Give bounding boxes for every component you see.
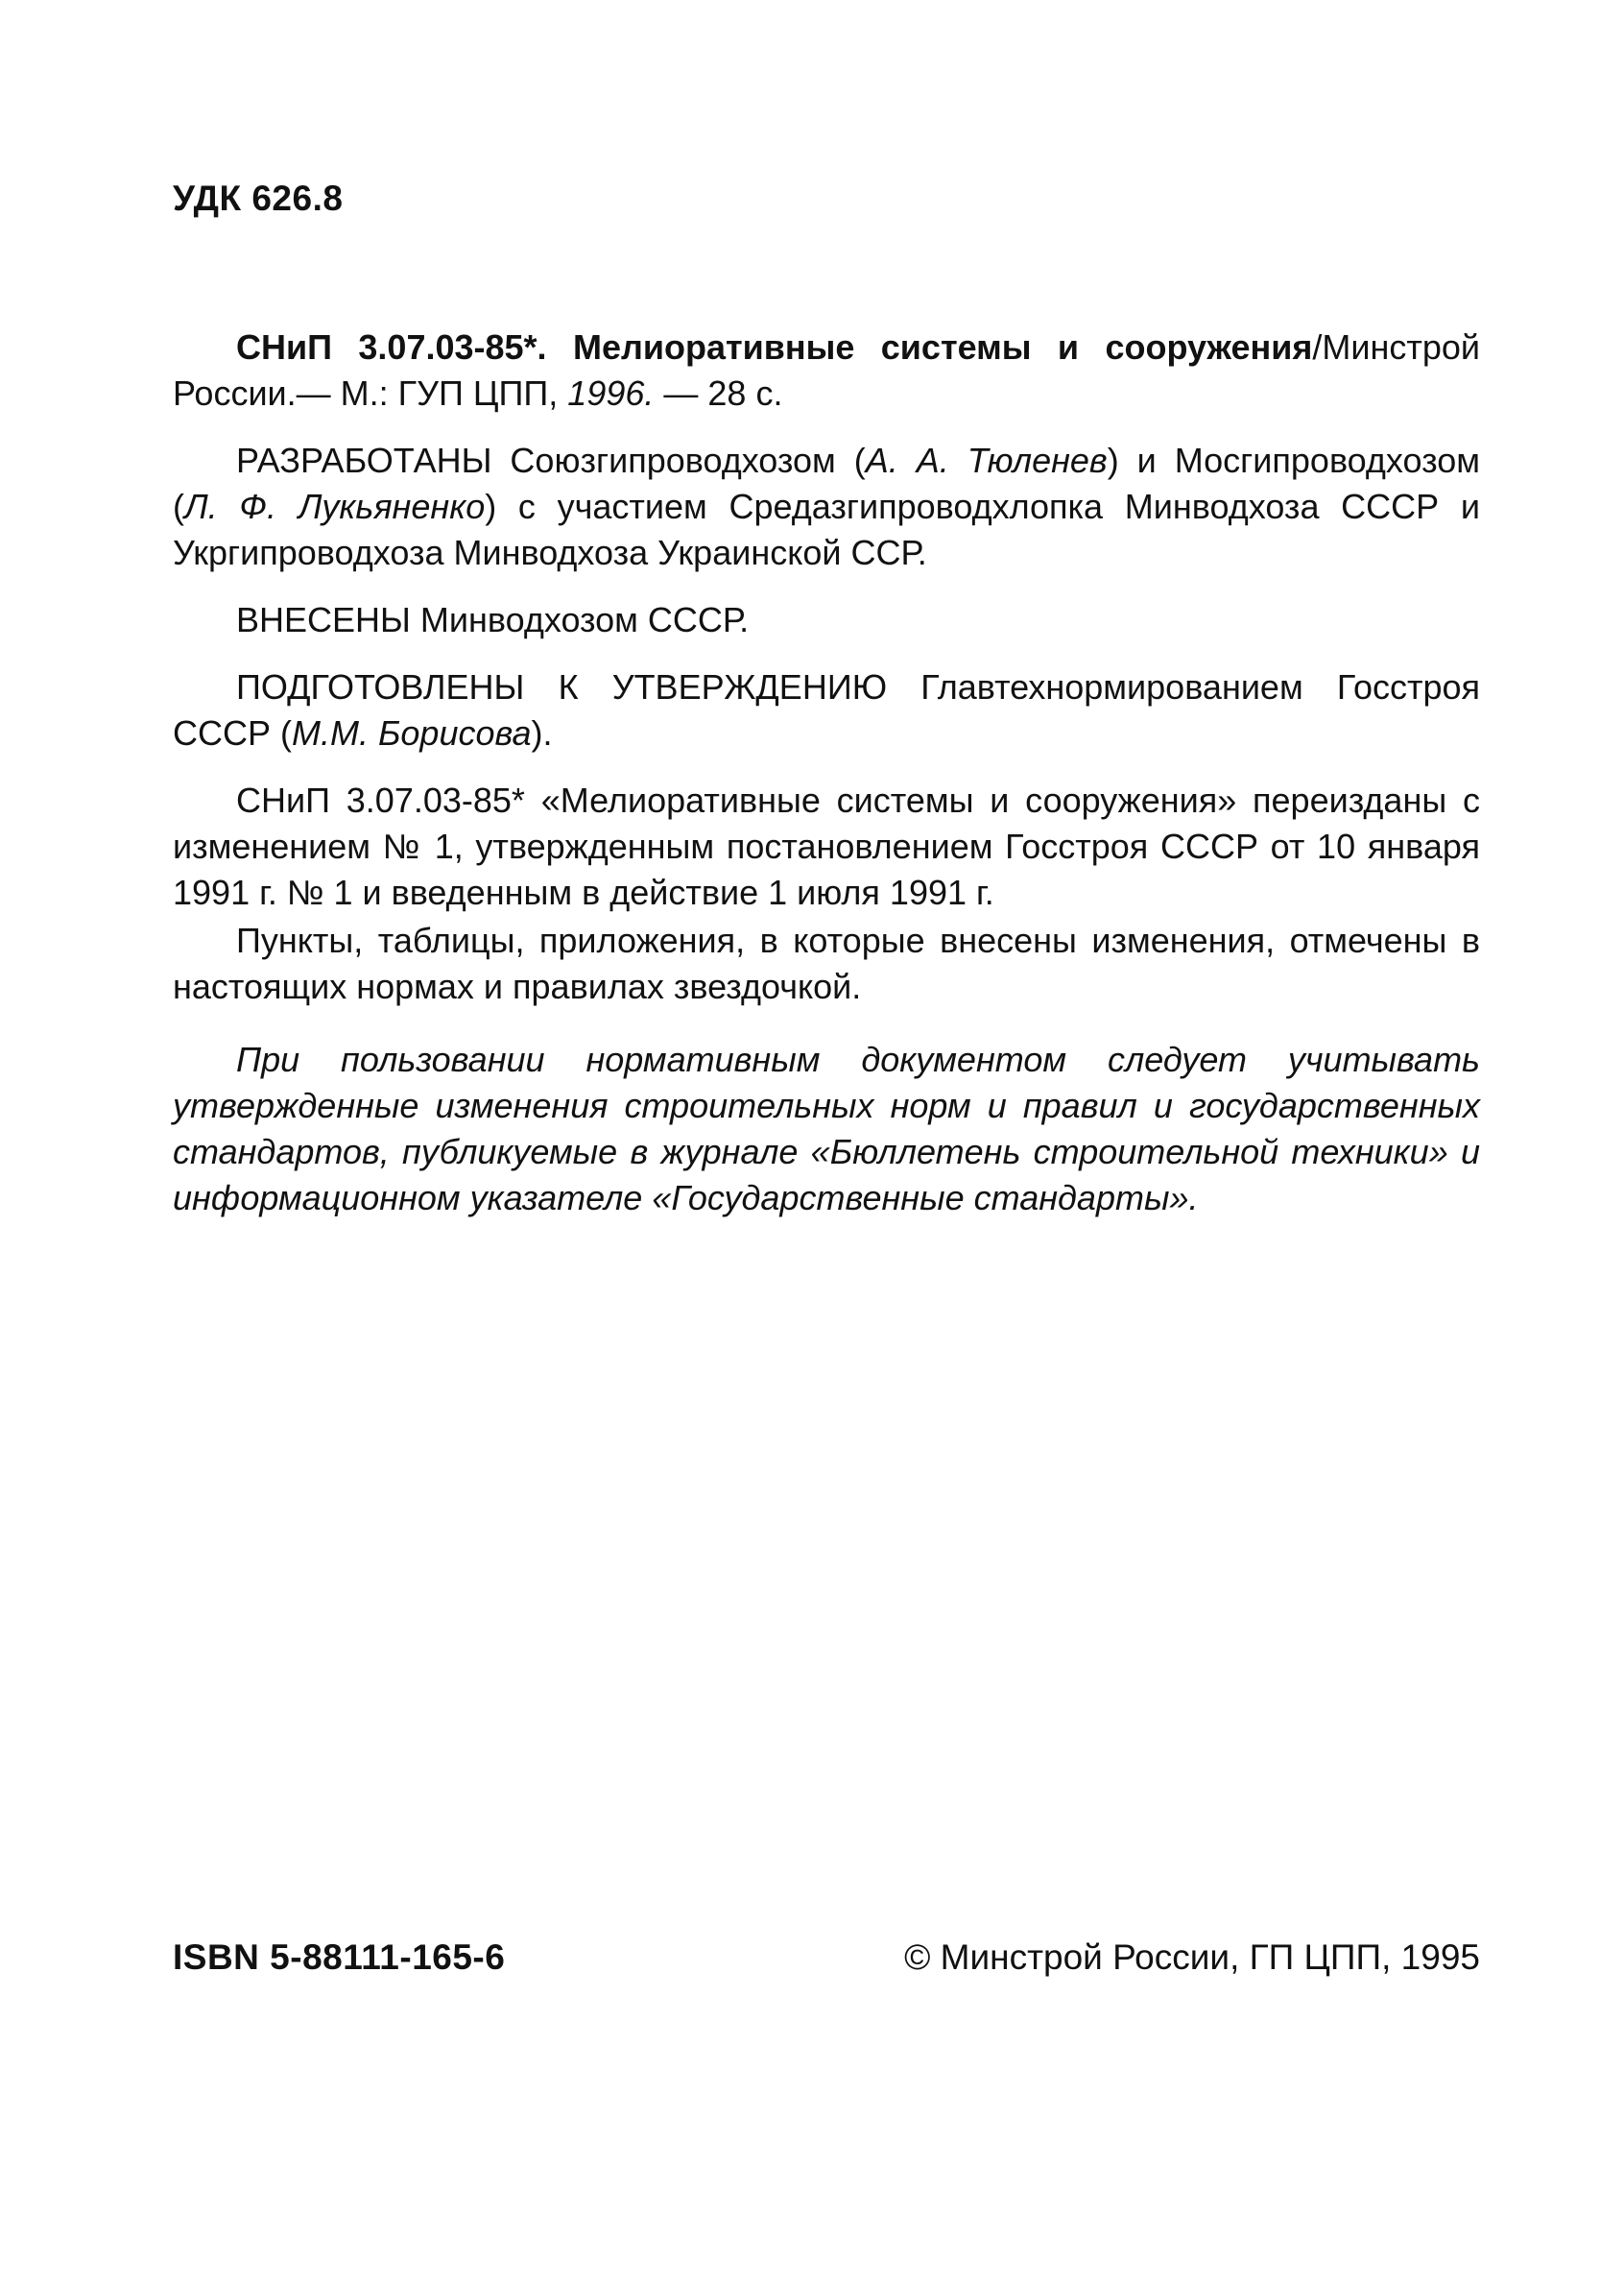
developed-paragraph [173, 438, 1480, 576]
citation-title: СНиП 3.07.03-85*. Мелиоративные системы и сооружения [236, 327, 1313, 367]
imprint-footer [173, 1937, 1480, 1978]
prepared-text-2: ). [531, 713, 553, 753]
introduced-text: Минводхозом СССР. [410, 600, 750, 639]
developer-person-2: Л. Ф. Лукьяненко [184, 487, 486, 526]
developed-text-3: ) с участием Средазгипроводхлопка Минводхоза СССР и Укргипроводхоза Минводхоза Украинской ССР. [173, 487, 1480, 572]
prepared-label: ПОДГОТОВЛЕНЫ К УТВЕРЖДЕНИЮ [236, 667, 888, 707]
usage-note: При пользовании нормативным документом следует учитывать утвержденные изменения строительных норм и правил и государственных стандартов, публикуемые в журнале «Бюллетень строительной техники» и информационном указателе «Государственные стандарты». [173, 1040, 1480, 1217]
developed-text-1: Союзгипроводхозом ( [491, 441, 866, 480]
prepared-paragraph [173, 664, 1480, 757]
citation-pages: — 28 с. [654, 373, 783, 413]
reissue-paragraph: СНиП 3.07.03-85* «Мелиоративные системы и сооружения» переизданы с изменением № 1, утвержденным постановлением Госстроя СССР от 10 января 1991 г. № 1 и введенным в действие 1 июля 1991 г. [173, 781, 1480, 912]
isbn-number: ISBN 5-88111-165-6 [173, 1937, 506, 1977]
citation-paragraph [173, 325, 1480, 417]
copyright-notice: © Минстрой России, ГП ЦПП, 1995 [904, 1937, 1480, 1977]
udk-code: УДК 626.8 [173, 179, 344, 218]
introduced-label: ВНЕСЕНЫ [236, 600, 411, 639]
prepared-person: М.М. Борисова [292, 713, 532, 753]
developed-label: РАЗРАБОТАНЫ [236, 441, 492, 480]
developed-text-2: ) и Мосгипроводхозом ( [173, 441, 1480, 526]
citation-year: 1996. [567, 373, 655, 413]
developer-person-1: А. А. Тюленев [865, 441, 1108, 480]
changes-marked-paragraph: Пункты, таблицы, приложения, в которые внесены изменения, отмечены в настоящих нормах и правилах звездочкой. [173, 921, 1480, 1006]
introduced-paragraph [173, 597, 1480, 643]
document-body [173, 325, 1480, 1221]
citation-publisher: /Минстрой России.— М.: ГУП ЦПП, [173, 327, 1480, 413]
prepared-text-1: Главтехнормированием Госстроя СССР ( [173, 667, 1480, 753]
